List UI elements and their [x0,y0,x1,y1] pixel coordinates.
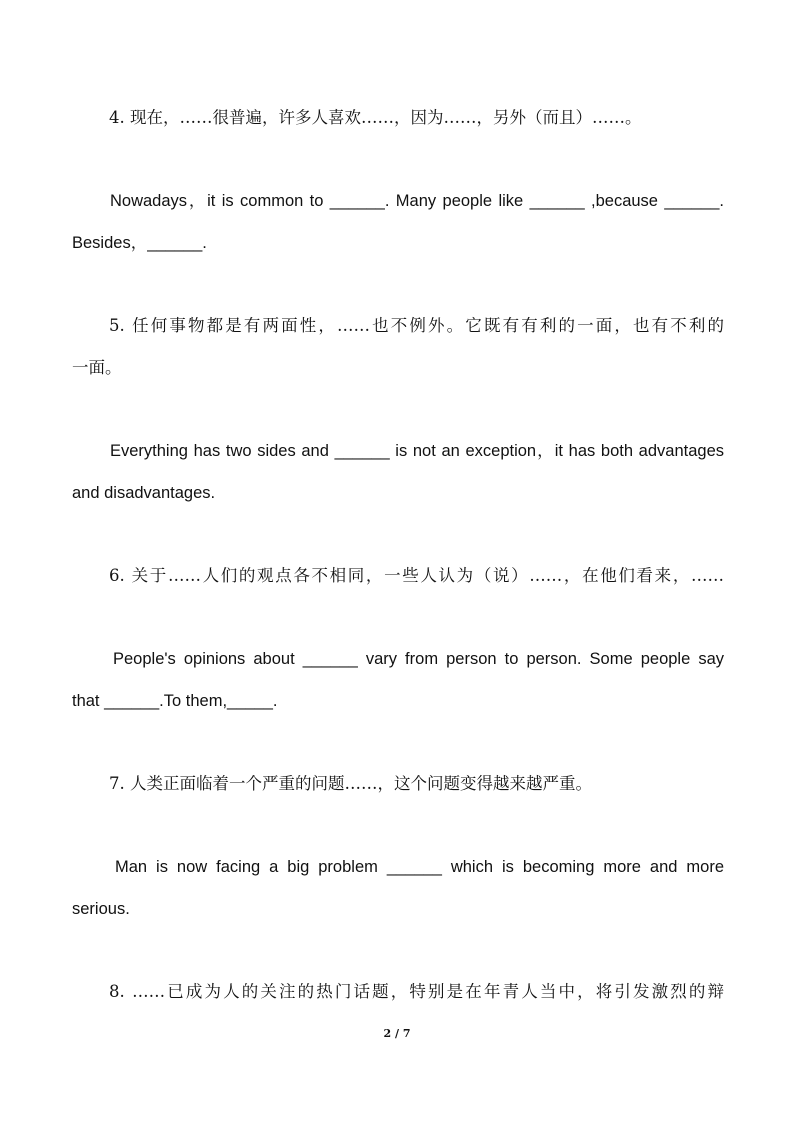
item-8-chinese-prompt: 8. ……已成为人的关注的热门话题，特别是在年青人当中，将引发激烈的辩 [109,982,724,1001]
item-4-english-template-line1: Nowadays，it is common to ______. Many people like ______ ,because ______. [110,192,724,210]
item-5-english-template-line1: Everything has two sides and ______ is not an exception，it has both advantages [110,442,724,460]
item-5-chinese-prompt-line1: 5. 任何事物都是有两面性，……也不例外。它既有有利的一面，也有不利的 [109,316,724,335]
item-6-english-template-line1: People's opinions about ______ vary from person to person. Some people say [113,650,724,668]
item-7-english-template-line2: serious. [72,900,130,918]
item-6-chinese-prompt: 6. 关于……人们的观点各不相同，一些人认为（说）……，在他们看来，…… [109,566,724,585]
item-6-english-template-line2: that ______.To them,_____. [72,692,278,710]
item-7-chinese-prompt: 7. 人类正面临着一个严重的问题……，这个问题变得越来越严重。 [109,774,592,793]
item-7-english-template-line1: Man is now facing a big problem ______ which is becoming more and more [115,858,724,876]
item-5-chinese-prompt-line2: 一面。 [72,358,122,377]
item-5-english-template-line2: and disadvantages. [72,484,216,502]
item-4-english-template-line2: Besides，______. [72,234,207,252]
page-number: 2 / 7 [383,1027,411,1040]
item-4-chinese-prompt: 4. 现在，……很普遍，许多人喜欢……，因为……，另外（而且）……。 [109,108,642,127]
